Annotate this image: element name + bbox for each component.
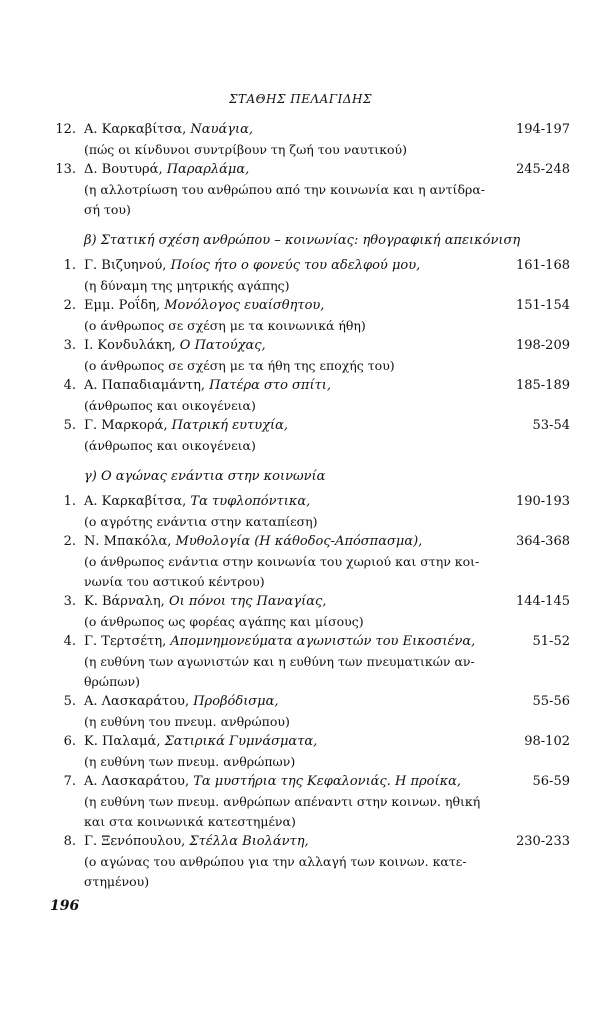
entry-pages: 245-248 [515, 162, 570, 177]
entry-description: (η ευθύνη των αγωνιστών και η ευθύνη των πνευματικών αν- [84, 654, 475, 669]
entry-description: (η ευθύνη του πνευμ. ανθρώπου) [84, 714, 290, 729]
entry-pages: 185-189 [515, 378, 570, 393]
list-item [50, 832, 570, 892]
entry-author: Α. Καρκαβίτσα, [84, 494, 191, 509]
entry-title: Ποίος ήτο ο φονεύς του αδελφού μου, [170, 258, 421, 273]
entry-author: Ι. Κονδυλάκη, [84, 338, 180, 353]
entry-number: 1. [63, 494, 76, 509]
entry-description: (άνθρωπος και οικογένεια) [84, 438, 256, 453]
section-heading [50, 230, 570, 252]
entry-description: σή του) [84, 202, 131, 217]
entry-description: (ο άνθρωπος σε σχέση με τα ήθη της εποχής του) [84, 358, 395, 373]
page-number: 196 [50, 898, 80, 914]
entry-author: Γ. Μαρκορά, [84, 418, 172, 433]
list-item [50, 336, 570, 376]
entry-pages: 194-197 [515, 122, 570, 137]
entry-pages: 161-168 [515, 258, 570, 273]
entry-number: 3. [63, 338, 76, 353]
entry-title: Οι πόνοι της Παναγίας, [168, 594, 327, 609]
entry-author: Γ. Ξενόπουλου, [84, 834, 190, 849]
entry-description: (ο άνθρωπος σε σχέση με τα κοινωνικά ήθη) [84, 318, 366, 333]
entry-pages: 198-209 [515, 338, 570, 353]
entry-description: (ο άνθρωπος ως φορέας αγάπης και μίσους) [84, 614, 364, 629]
list-item [50, 692, 570, 732]
entry-number: 2. [63, 534, 76, 549]
list-item [50, 416, 570, 456]
entry-description: θρώπων) [84, 674, 140, 689]
entry-title: Ναυάγια, [190, 122, 254, 137]
entry-title: Παραρλάμα, [166, 162, 250, 177]
entry-pages: 151-154 [515, 298, 570, 313]
list-item [50, 160, 570, 220]
entry-title: Προβόδισμα, [193, 694, 279, 709]
list-item [50, 732, 570, 772]
entry-group [50, 492, 570, 892]
entry-title: Στέλλα Βιολάντη, [189, 834, 309, 849]
list-item [50, 772, 570, 832]
entry-pages: 230-233 [515, 834, 570, 849]
entry-author: Α. Λασκαράτου, [84, 694, 194, 709]
entry-title: Πατρική ευτυχία, [171, 418, 289, 433]
entry-number: 4. [63, 378, 76, 393]
list-item [50, 376, 570, 416]
entry-title: Σατιρικά Γυμνάσματα, [164, 734, 318, 749]
entry-author: Α. Καρκαβίτσα, [84, 122, 191, 137]
entry-description: (πώς οι κίνδυνοι συντρίβουν τη ζωή του ναυτικού) [84, 142, 408, 157]
entry-group [50, 120, 570, 220]
entry-description: (η ευθύνη των πνευμ. ανθρώπων) [84, 754, 296, 769]
entry-author: Α. Λασκαράτου, [84, 774, 194, 789]
entry-description: (η ευθύνη των πνευμ. ανθρώπων απέναντι στην κοινων. ηθική [84, 794, 481, 809]
entry-description: (ο αγώνας του ανθρώπου για την αλλαγή των κοινων. κατε- [84, 854, 467, 869]
entry-number: 4. [63, 634, 76, 649]
entry-description: (άνθρωπος και οικογένεια) [84, 398, 256, 413]
entry-title: Ο Πατούχας, [179, 338, 266, 353]
entry-number: 5. [63, 418, 76, 433]
entry-description: στημένου) [84, 874, 150, 889]
entry-number: 8. [63, 834, 76, 849]
entry-number: 13. [55, 162, 76, 177]
entry-author: Κ. Παλαμά, [84, 734, 165, 749]
list-item [50, 256, 570, 296]
entry-pages: 55-56 [532, 694, 570, 709]
list-item [50, 592, 570, 632]
entry-author: Α. Παπαδιαμάντη, [84, 378, 210, 393]
entry-author: Εμμ. Ροΐδη, [84, 298, 165, 313]
entry-author: Γ. Τερτσέτη, [84, 634, 171, 649]
entry-number: 5. [63, 694, 76, 709]
entry-title: Μυθολογία (Η κάθοδος-Απόσπασμα), [175, 534, 423, 549]
entry-number: 12. [55, 122, 76, 137]
entry-pages: 53-54 [532, 418, 570, 433]
list-item [50, 632, 570, 692]
entry-description: (ο αγρότης ενάντια στην καταπίεση) [84, 514, 318, 529]
entry-pages: 98-102 [524, 734, 570, 749]
entry-number: 6. [63, 734, 76, 749]
entry-author: Ν. Μπακόλα, [84, 534, 176, 549]
entry-title: Τα μυστήρια της Κεφαλονιάς. Η προίκα, [193, 774, 462, 789]
entry-description: νωνία του αστικού κέντρου) [84, 574, 265, 589]
entry-description: (ο άνθρωπος ενάντια στην κοινωνία του χωριού και στην κοι- [84, 554, 480, 569]
entry-title: Απομνημονεύματα αγωνιστών του Εικοσιένα, [170, 634, 476, 649]
entry-number: 3. [63, 594, 76, 609]
entry-pages: 364-368 [515, 534, 570, 549]
entry-number: 2. [63, 298, 76, 313]
entry-group [50, 256, 570, 456]
list-item [50, 492, 570, 532]
list-item [50, 296, 570, 336]
section-heading [50, 466, 570, 488]
entry-title: Μονόλογος ευαίσθητου, [164, 298, 325, 313]
entry-number: 7. [63, 774, 76, 789]
entry-pages: 190-193 [515, 494, 570, 509]
section-heading-text: γ) Ο αγώνας ενάντια στην κοινωνία [84, 469, 326, 484]
running-header: ΣΤΑΘΗΣ ΠΕΛΑΓΙΔΗΣ [229, 92, 372, 106]
entry-description: και στα κοινωνικά κατεστημένα) [84, 814, 296, 829]
entry-title: Πατέρα στο σπίτι, [209, 378, 331, 393]
list-item [50, 120, 570, 160]
entry-number: 1. [63, 258, 76, 273]
content-list [50, 120, 570, 892]
entry-title: Τα τυφλοπόντικα, [190, 494, 311, 509]
entry-pages: 144-145 [515, 594, 570, 609]
section-heading-text: β) Στατική σχέση ανθρώπου – κοινωνίας: ηθογραφική απεικόνιση [84, 233, 521, 248]
entry-description: (η αλλοτρίωση του ανθρώπου από την κοινωνία και η αντίδρα- [84, 182, 486, 197]
entry-author: Κ. Βάρναλη, [84, 594, 169, 609]
entry-description: (η δύναμη της μητρικής αγάπης) [84, 278, 290, 293]
entry-author: Δ. Βουτυρά, [84, 162, 167, 177]
entry-pages: 56-59 [532, 774, 570, 789]
entry-author: Γ. Βιζυηνού, [84, 258, 171, 273]
entry-pages: 51-52 [532, 634, 570, 649]
list-item [50, 532, 570, 592]
